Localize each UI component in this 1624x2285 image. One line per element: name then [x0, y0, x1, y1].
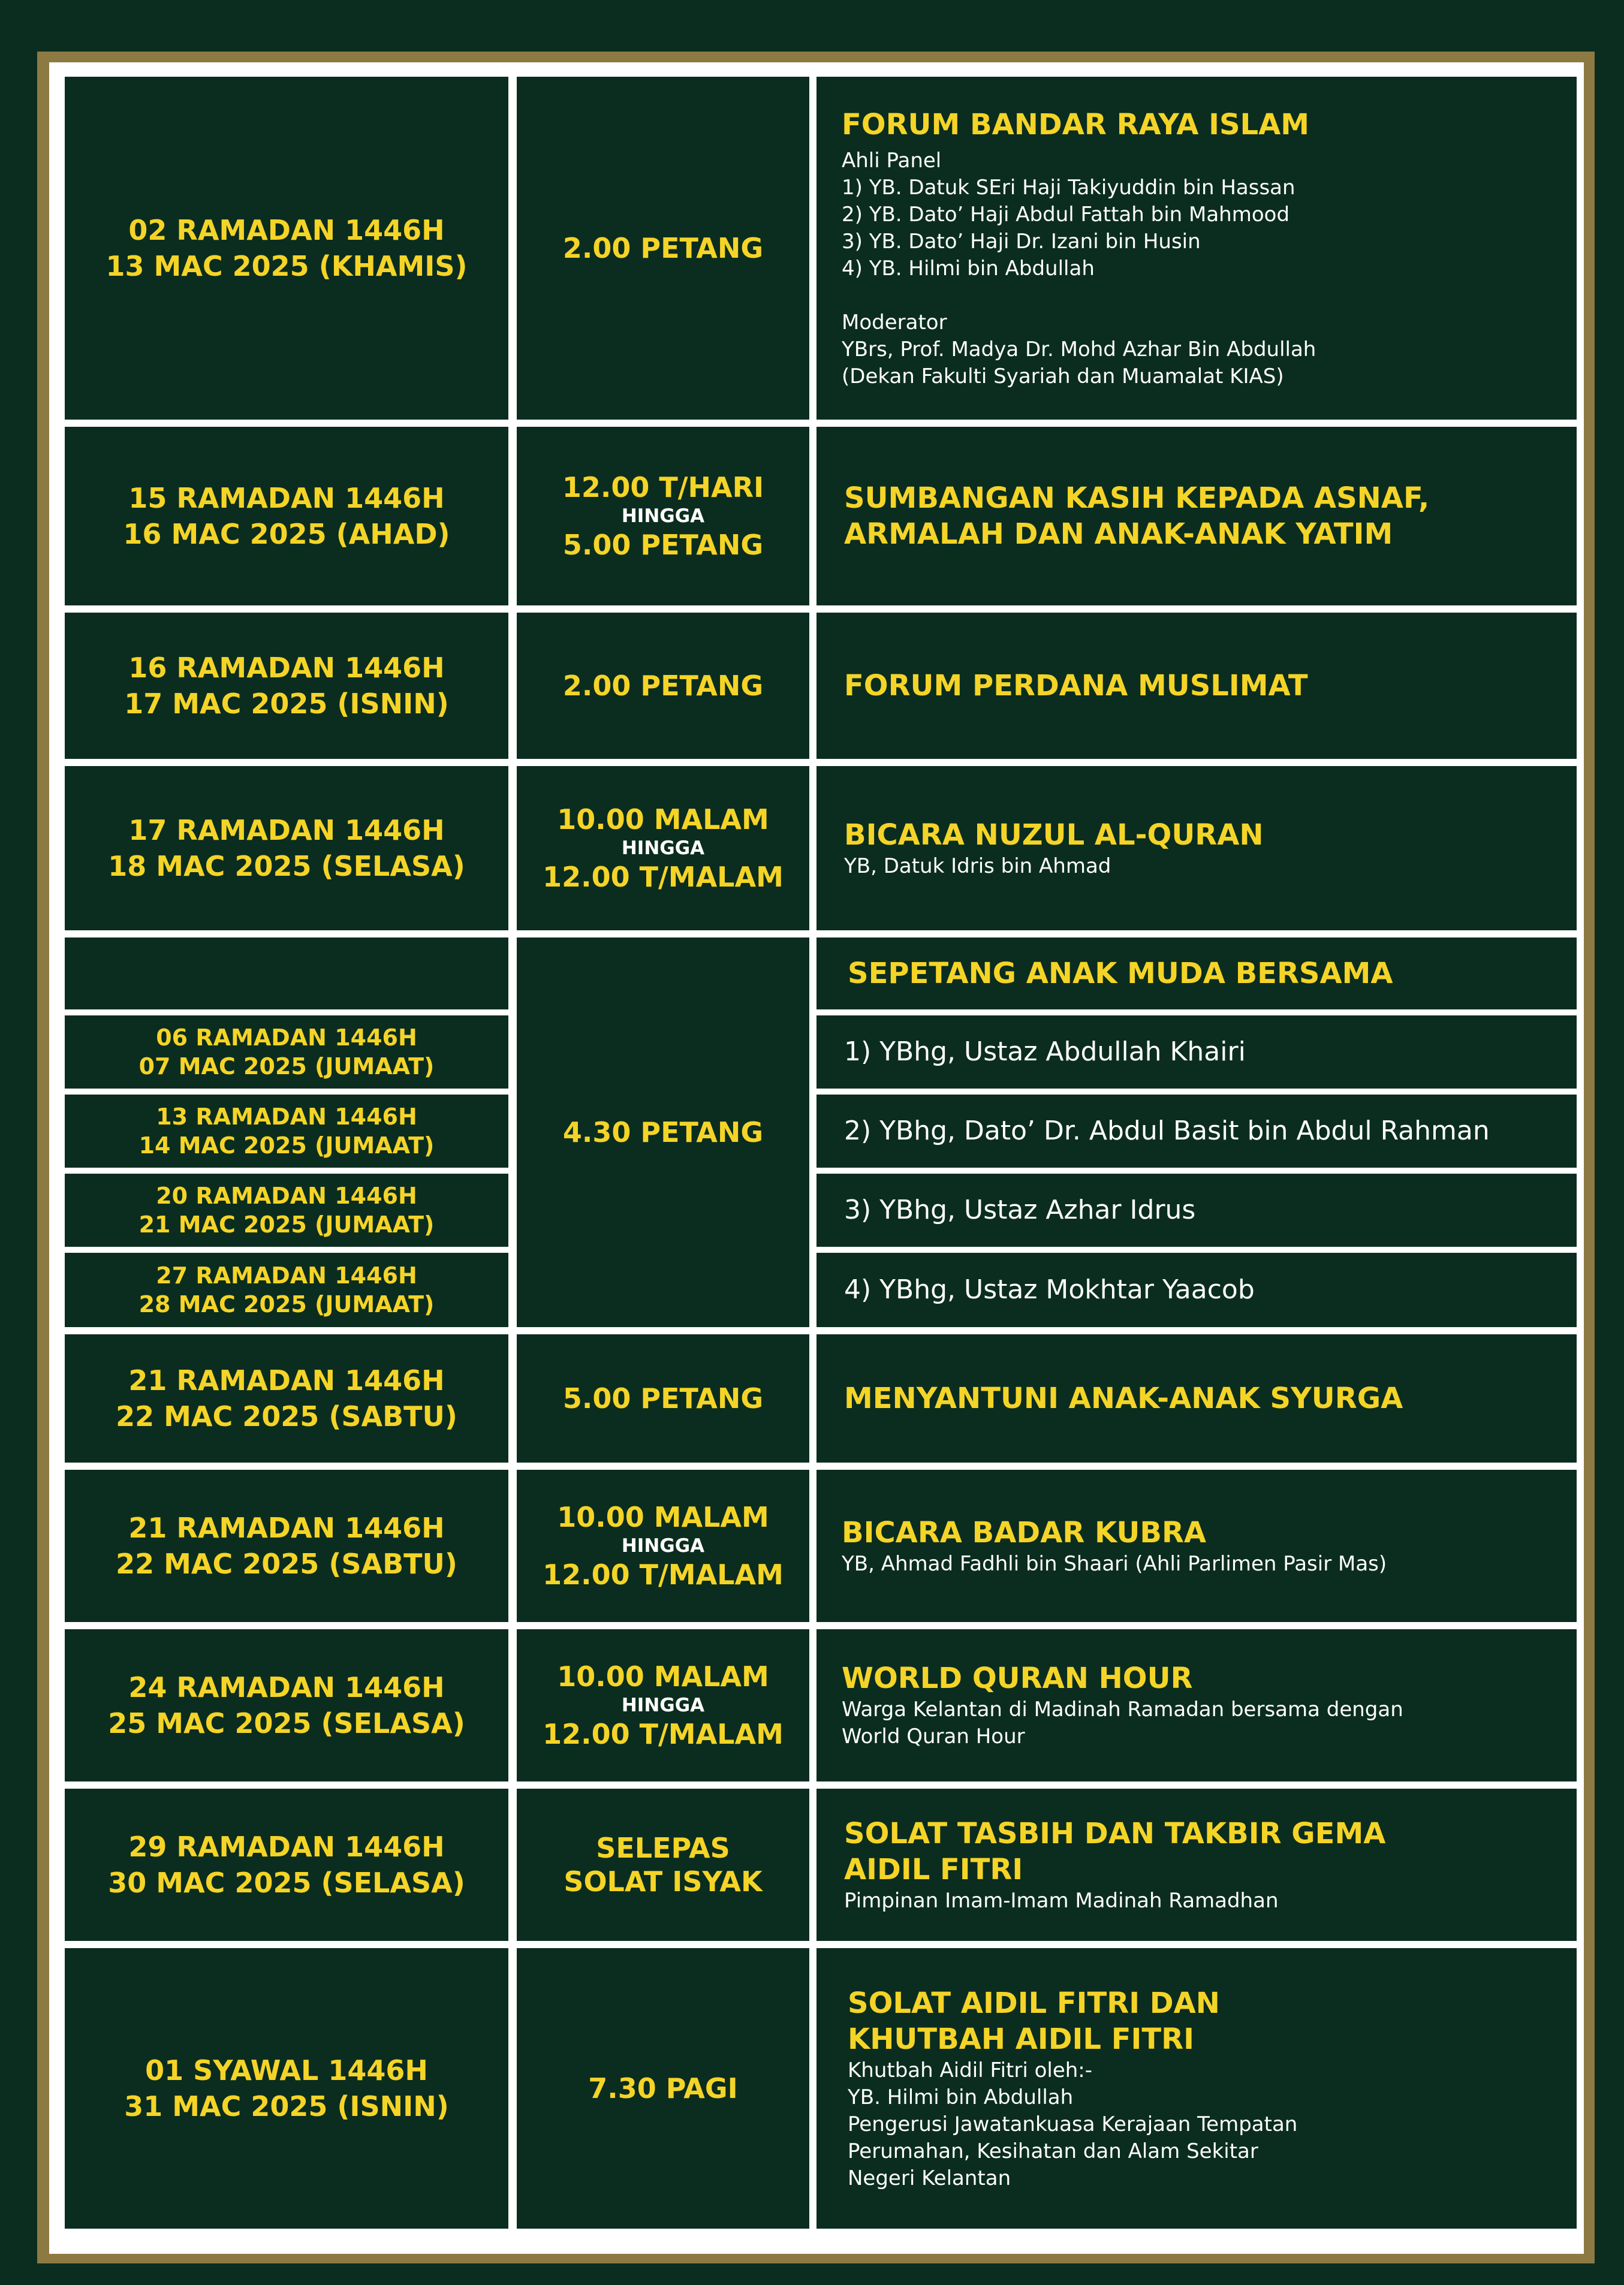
row-9-date-hijri: 29 RAMADAN 1446H	[128, 1831, 445, 1863]
row-5-date-header	[65, 937, 508, 1009]
row-5-date-1-hijri: 06 RAMADAN 1446H	[156, 1024, 417, 1051]
row-10-desc-line: Khutbah Aidil Fitri oleh:-	[848, 2058, 1093, 2082]
row-6-date-hijri: 21 RAMADAN 1446H	[128, 1364, 445, 1397]
row-2-date	[65, 427, 508, 605]
row-7-hingga: HINGGA	[621, 1535, 705, 1557]
row-10-event	[816, 1948, 1577, 2229]
row-9-date-gregorian: 30 MAC 2025 (SELASA)	[108, 1867, 465, 1899]
row-4-date	[65, 766, 508, 930]
row-2-title-line: SUMBANGAN KASIH KEPADA ASNAF,	[844, 481, 1430, 515]
row-8-time-start: 10.00 MALAM	[557, 1660, 769, 1693]
moderator-title: (Dekan Fakulti Syariah dan Muamalat KIAS)	[842, 364, 1284, 388]
row-2-title-line: ARMALAH DAN ANAK-ANAK YATIM	[844, 517, 1393, 551]
speaker-item: 2) YBhg, Dato’ Dr. Abdul Basit bin Abdul Rahman	[844, 1116, 1490, 1146]
row-4-time	[517, 766, 809, 930]
row-5-date-4-hijri: 27 RAMADAN 1446H	[156, 1262, 417, 1289]
row-7-date-hijri: 21 RAMADAN 1446H	[128, 1512, 445, 1544]
row-8-time-end: 12.00 T/MALAM	[543, 1718, 784, 1750]
row-1-event	[816, 77, 1577, 420]
row-5-time	[517, 937, 809, 1327]
moderator-name: YBrs, Prof. Madya Dr. Mohd Azhar Bin Abdullah	[842, 337, 1316, 361]
row-7-desc: YB, Ahmad Fadhli bin Shaari (Ahli Parlimen Pasir Mas)	[842, 1551, 1387, 1576]
row-3-date	[65, 613, 508, 759]
row-10-title-line: KHUTBAH AIDIL FITRI	[848, 2022, 1194, 2056]
row-4-time-start: 10.00 MALAM	[557, 803, 769, 836]
row-2-event	[816, 427, 1577, 605]
row-9-title-line: AIDIL FITRI	[844, 1852, 1023, 1886]
row-1-date	[65, 77, 508, 420]
row-6-title: MENYANTUNI ANAK-ANAK SYURGA	[844, 1382, 1403, 1415]
row-3-time-text: 2.00 PETANG	[562, 670, 764, 702]
row-5-speaker-4	[816, 1253, 1577, 1327]
row-2-time	[517, 427, 809, 605]
row-4-time-end: 12.00 T/MALAM	[543, 861, 784, 893]
row-9-time-line: SOLAT ISYAK	[564, 1865, 763, 1898]
row-8-title: WORLD QURAN HOUR	[842, 1662, 1193, 1695]
row-3-date-gregorian: 17 MAC 2025 (ISNIN)	[124, 688, 449, 720]
row-4-date-hijri: 17 RAMADAN 1446H	[128, 814, 445, 846]
row-5-speaker-2	[816, 1095, 1577, 1168]
row-1-date-gregorian: 13 MAC 2025 (KHAMIS)	[106, 250, 468, 282]
row-10-date	[65, 1948, 508, 2229]
row-8-event	[816, 1629, 1577, 1781]
row-2-date-gregorian: 16 MAC 2025 (AHAD)	[123, 518, 450, 550]
row-3-title: FORUM PERDANA MUSLIMAT	[844, 669, 1308, 703]
moderator-label: Moderator	[842, 310, 947, 334]
row-5-date-1	[65, 1015, 508, 1089]
row-4-date-gregorian: 18 MAC 2025 (SELASA)	[108, 850, 465, 882]
panel-member: 1) YB. Datuk SEri Haji Takiyuddin bin Hassan	[842, 175, 1295, 200]
row-10-title-line: SOLAT AIDIL FITRI DAN	[848, 1986, 1220, 2020]
row-5-title: SEPETANG ANAK MUDA BERSAMA	[848, 957, 1393, 990]
row-5-date-3	[65, 1174, 508, 1247]
row-8-date-hijri: 24 RAMADAN 1446H	[128, 1671, 445, 1704]
speaker-item: 3) YBhg, Ustaz Azhar Idrus	[844, 1195, 1196, 1225]
row-1-time	[517, 77, 809, 420]
row-7-time-end: 12.00 T/MALAM	[543, 1558, 784, 1591]
row-9-time-line: SELEPAS	[596, 1832, 730, 1864]
row-8-time	[517, 1629, 809, 1781]
row-1-date-hijri: 02 RAMADAN 1446H	[128, 214, 445, 246]
row-4-hingga: HINGGA	[621, 837, 705, 859]
row-9-desc: Pimpinan Imam-Imam Madinah Ramadhan	[844, 1888, 1279, 1913]
row-4-event	[816, 766, 1577, 930]
speaker-item: 1) YBhg, Ustaz Abdullah Khairi	[844, 1036, 1246, 1067]
row-5-date-2-hijri: 13 RAMADAN 1446H	[156, 1104, 417, 1130]
row-7-title: BICARA BADAR KUBRA	[842, 1515, 1207, 1550]
row-10-desc-line: YB. Hilmi bin Abdullah	[848, 2085, 1074, 2109]
row-2-date-hijri: 15 RAMADAN 1446H	[128, 482, 445, 514]
row-6-date-gregorian: 22 MAC 2025 (SABTU)	[116, 1400, 457, 1433]
row-9-event	[816, 1789, 1577, 1941]
row-6-time-text: 5.00 PETANG	[562, 1382, 764, 1415]
panel-member: 3) YB. Dato’ Haji Dr. Izani bin Husin	[842, 229, 1201, 254]
row-7-event	[816, 1470, 1577, 1622]
speaker-item: 4) YBhg, Ustaz Mokhtar Yaacob	[844, 1274, 1255, 1305]
row-5-date-1-gregorian: 07 MAC 2025 (JUMAAT)	[138, 1053, 435, 1080]
row-9-date	[65, 1789, 508, 1941]
row-2-time-start: 12.00 T/HARI	[562, 471, 764, 504]
row-5-date-4-gregorian: 28 MAC 2025 (JUMAAT)	[138, 1291, 435, 1318]
row-1-title: FORUM BANDAR RAYA ISLAM	[842, 107, 1310, 141]
row-10-desc-line: Negeri Kelantan	[848, 2166, 1011, 2190]
row-4-title: BICARA NUZUL AL-QURAN	[844, 818, 1264, 852]
row-10-date-hijri: 01 SYAWAL 1446H	[145, 2054, 428, 2087]
row-3-event	[816, 613, 1577, 759]
row-10-desc-line: Perumahan, Kesihatan dan Alam Sekitar	[848, 2139, 1258, 2163]
row-9-time	[517, 1789, 809, 1941]
row-8-hingga: HINGGA	[621, 1695, 705, 1716]
row-7-time-start: 10.00 MALAM	[557, 1501, 769, 1533]
row-5-date-4	[65, 1253, 508, 1327]
row-10-date-gregorian: 31 MAC 2025 (ISNIN)	[124, 2090, 449, 2123]
row-5-speaker-1	[816, 1015, 1577, 1089]
row-6-date	[65, 1334, 508, 1463]
row-6-time	[517, 1334, 809, 1463]
row-8-desc-line: World Quran Hour	[842, 1725, 1025, 1749]
row-1-time-text: 2.00 PETANG	[562, 232, 764, 264]
row-5-date-3-hijri: 20 RAMADAN 1446H	[156, 1183, 417, 1209]
panel-member: 4) YB. Hilmi bin Abdullah	[842, 256, 1095, 281]
row-3-date-hijri: 16 RAMADAN 1446H	[128, 652, 445, 684]
row-5-date-3-gregorian: 21 MAC 2025 (JUMAAT)	[138, 1211, 435, 1238]
row-5-date-2	[65, 1095, 508, 1168]
row-8-date	[65, 1629, 508, 1781]
row-2-time-end: 5.00 PETANG	[562, 529, 764, 561]
row-4-desc: YB, Datuk Idris bin Ahmad	[844, 854, 1111, 878]
row-7-time	[517, 1470, 809, 1622]
row-5-speaker-3	[816, 1174, 1577, 1247]
row-10-time	[517, 1948, 809, 2229]
row-5-time-text: 4.30 PETANG	[562, 1116, 764, 1148]
row-8-date-gregorian: 25 MAC 2025 (SELASA)	[108, 1707, 465, 1740]
row-7-date	[65, 1470, 508, 1622]
row-9-title-line: SOLAT TASBIH DAN TAKBIR GEMA	[844, 1816, 1386, 1850]
row-3-time	[517, 613, 809, 759]
row-10-desc-line: Pengerusi Jawatankuasa Kerajaan Tempatan	[848, 2112, 1298, 2136]
row-5-title-cell	[816, 937, 1577, 1009]
row-8-desc-line: Warga Kelantan di Madinah Ramadan bersama dengan	[842, 1698, 1403, 1722]
row-2-hingga: HINGGA	[621, 505, 705, 527]
row-5-date-2-gregorian: 14 MAC 2025 (JUMAAT)	[138, 1132, 435, 1159]
row-6-event	[816, 1334, 1577, 1463]
row-10-time-text: 7.30 PAGI	[588, 2072, 738, 2105]
row-7-date-gregorian: 22 MAC 2025 (SABTU)	[116, 1548, 457, 1580]
panel-label: Ahli Panel	[842, 148, 942, 173]
panel-member: 2) YB. Dato’ Haji Abdul Fattah bin Mahmood	[842, 202, 1290, 227]
